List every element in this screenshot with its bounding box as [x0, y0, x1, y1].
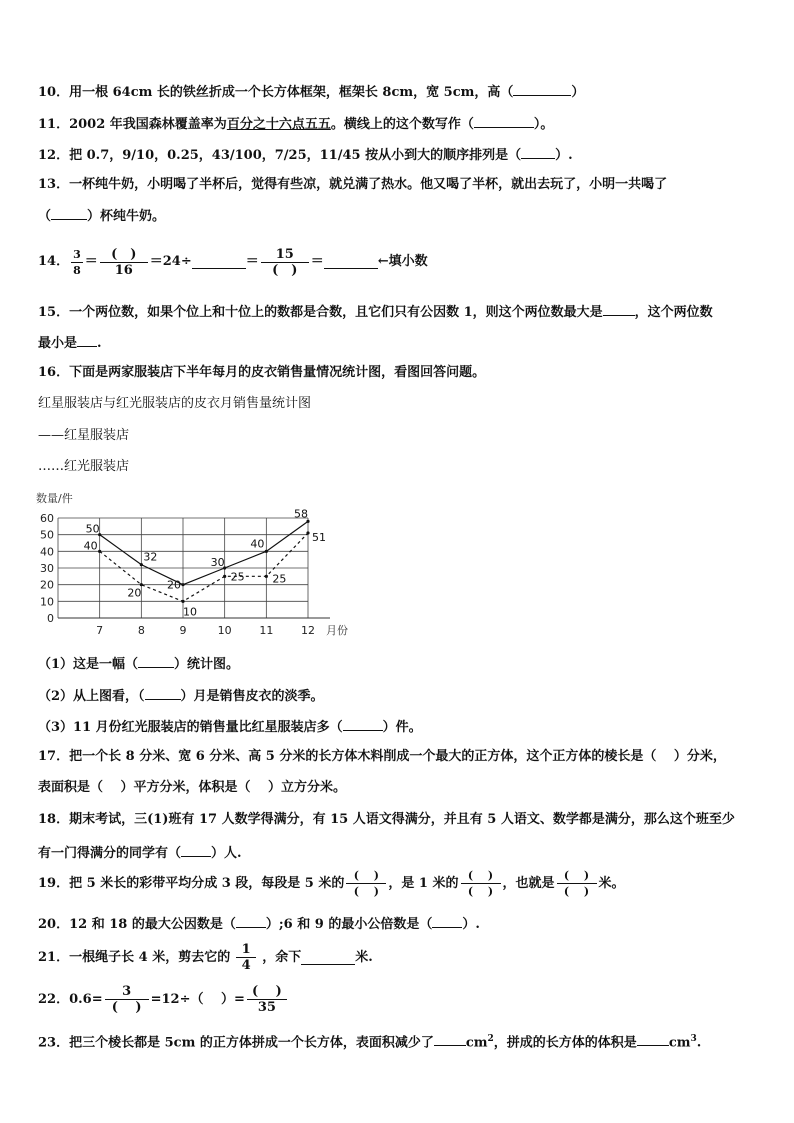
- q19-mid2: ，也就是: [502, 875, 555, 891]
- q11-underlined: 百分之十六点五五: [226, 117, 331, 132]
- data-point: [98, 550, 101, 553]
- q14-blank-1[interactable]: [192, 255, 246, 269]
- q16-s2-blank[interactable]: [145, 686, 181, 700]
- q12-answer-blank[interactable]: [521, 145, 555, 159]
- question-17-line1: 17．把一个长 8 分米、宽 6 分米、高 5 分米的长方体木料削成一个最大的正方体，这个正方体的棱长是（ ）分米，: [38, 749, 726, 764]
- data-label: 30: [210, 556, 225, 569]
- q14-fraction-3: [261, 247, 309, 278]
- question-16: 16．下面是两家服装店下半年每月的皮衣销售量情况统计图，看图回答问题。: [38, 365, 486, 380]
- q14-f3-den[interactable]: ( ): [272, 262, 298, 278]
- q14-f1-num: 3: [73, 247, 81, 261]
- y-tick-label: 40: [40, 545, 54, 559]
- data-label: 25: [272, 572, 287, 586]
- q18-blank[interactable]: [181, 843, 211, 857]
- data-label: 20: [127, 586, 142, 600]
- q15-line2-post: .: [97, 336, 102, 351]
- q14-f1-den: 8: [73, 263, 81, 277]
- q23-blank-1[interactable]: [434, 1032, 466, 1046]
- q10-answer-blank[interactable]: [513, 82, 571, 96]
- q15-pre: 15．一个两位数，如果个位上和十位上的数都是合数，且它们只有公因数 1，则这个两位数最大是: [38, 305, 603, 320]
- y-tick-label: 30: [40, 562, 54, 575]
- y-tick-label: 20: [40, 578, 54, 592]
- q18-pre: 有一门得满分的同学有（: [38, 846, 182, 861]
- q19-fraction-2[interactable]: $\frac{( )}{( )}$: [461, 868, 501, 899]
- q16-s3-pre: （3）11 月份红光服装店的销售量比红星服装店多（: [38, 720, 343, 735]
- q22-mid: =12÷（ ）=: [150, 991, 245, 1007]
- q11-answer-blank[interactable]: [474, 114, 534, 128]
- q14-eq3: ＝: [310, 254, 324, 269]
- q21-blank[interactable]: [301, 951, 355, 965]
- data-point: [306, 531, 309, 534]
- question-15-line1: [38, 302, 713, 322]
- question-10: [38, 82, 584, 102]
- q16-sub-2: [38, 686, 324, 706]
- q11-post: 。横线上的这个数写作（: [330, 117, 474, 132]
- data-label: 58: [294, 507, 308, 521]
- q16-s3-blank[interactable]: [343, 717, 383, 731]
- q14-f3-num: 15: [275, 246, 294, 262]
- q16-s1-post: ）统计图。: [174, 657, 240, 672]
- q12-end: ）.: [555, 148, 573, 163]
- q14-blank-2[interactable]: [324, 255, 378, 269]
- question-13-line1: 13．一杯纯牛奶，小明喝了半杯后，觉得有些凉，就兑满了热水。他又喝了半杯，就出去玩了，小明一共喝了: [38, 177, 668, 192]
- q23-unit2: cm: [668, 1035, 691, 1051]
- q19-fraction-1[interactable]: $\frac{( )}{( )}$: [346, 868, 386, 899]
- q14-tail: ←填小数: [377, 254, 428, 269]
- q15-line2-pre: 最小是: [38, 336, 78, 351]
- x-tick-label: 8: [137, 624, 145, 637]
- q21-fraction: $\frac{1}{4}$: [236, 942, 256, 973]
- q11-end: ）。: [533, 117, 554, 132]
- question-18-line1: 18．期末考试，三(1)班有 17 人数学得满分，有 15 人语文得满分，并且有 5 人语文、数学都是满分，那么这个班至少: [38, 812, 735, 827]
- data-point: [181, 583, 184, 586]
- question-23: [38, 1030, 701, 1052]
- chart-ylabel: 数量/件: [36, 492, 73, 505]
- question-19: [38, 868, 625, 899]
- data-label: 20: [167, 578, 181, 592]
- question-12: [38, 145, 573, 165]
- line-chart: [34, 486, 354, 646]
- q20-mid: ）;6 和 9 的最小公倍数是（: [265, 917, 433, 932]
- x-tick-label: 7: [96, 624, 104, 637]
- data-label: 40: [83, 539, 98, 553]
- q15-mid: ，这个两位数: [634, 305, 713, 320]
- y-tick-label: 50: [40, 528, 54, 542]
- q14-label: 14．: [38, 254, 70, 269]
- q20-pre: 20．12 和 18 的最大公因数是（: [38, 917, 236, 932]
- x-tick-label: 12: [301, 624, 315, 637]
- data-label: 40: [250, 537, 265, 551]
- chart-title: 红星服装店与红光服装店的皮衣月销售量统计图: [38, 396, 312, 411]
- q23-sup2: 3: [690, 1034, 697, 1044]
- data-label: 51: [312, 531, 326, 544]
- x-tick-label: 10: [217, 624, 232, 637]
- q16-s1-blank[interactable]: [138, 654, 174, 668]
- x-tick-label: 9: [179, 624, 187, 637]
- question-13-line2: [38, 206, 165, 226]
- x-tick-label: 11: [259, 624, 274, 637]
- q20-post: ）.: [462, 917, 480, 932]
- data-point: [181, 600, 184, 603]
- question-21: [38, 942, 373, 973]
- q21-post: 米.: [355, 949, 373, 965]
- q22-fraction-2[interactable]: $\frac{( )}{35}$: [247, 984, 287, 1015]
- q22-pre: 22．0.6=: [38, 991, 103, 1007]
- question-22: [38, 984, 289, 1015]
- q13-close: ）杯纯牛奶。: [87, 209, 166, 224]
- q11-pre: 11．2002 年我国森林覆盖率为: [38, 117, 227, 132]
- q19-fraction-3[interactable]: $\frac{( )}{( )}$: [557, 868, 597, 899]
- data-point: [265, 575, 268, 578]
- q18-post: ）人.: [211, 846, 242, 861]
- q23-unit1: cm: [465, 1035, 488, 1051]
- data-label: 10: [183, 605, 197, 619]
- data-label: 50: [85, 522, 100, 536]
- q16-s2-pre: （2）从上图看，（: [38, 689, 145, 704]
- y-tick-label: 60: [40, 512, 54, 525]
- q13-answer-blank[interactable]: [51, 206, 87, 220]
- q20-blank-2[interactable]: [432, 914, 462, 928]
- q16-sub-3: [38, 717, 422, 737]
- data-label: 25: [230, 570, 245, 584]
- data-point: [265, 550, 268, 553]
- q14-fraction-1: [71, 247, 83, 278]
- q14-eq1: ＝: [84, 254, 98, 269]
- y-tick-label: 0: [47, 612, 54, 625]
- q10-end: ）: [571, 85, 585, 100]
- q16-s1-pre: （1）这是一幅（: [38, 657, 139, 672]
- question-17-line2: 表面积是（ ）平方分米，体积是（ ）立方分米。: [38, 780, 347, 795]
- q14-mid: ＝24÷: [149, 254, 192, 269]
- q19-post: 米。: [598, 875, 625, 891]
- question-11: [38, 114, 553, 134]
- q14-eq2: ＝: [245, 254, 259, 269]
- legend-solid: ——红星服装店: [38, 428, 130, 443]
- data-label: 32: [143, 550, 158, 564]
- q15-blank-max[interactable]: [603, 302, 635, 316]
- q10-text: 10．用一根 64cm 长的铁丝折成一个长方体框架，框架长 8cm，宽 5cm，高（: [38, 85, 514, 100]
- q21-pre: 21．一根绳子长 4 米，剪去它的: [38, 949, 231, 965]
- q23-pre: 23．把三个棱长都是 5cm 的正方体拼成一个长方体，表面积减少了: [38, 1035, 434, 1051]
- y-tick-label: 10: [40, 595, 54, 609]
- question-14: [38, 240, 428, 284]
- q15-blank-min[interactable]: [77, 333, 97, 347]
- q16-sub-1: [38, 654, 239, 674]
- q20-blank-1[interactable]: [236, 914, 266, 928]
- q22-fraction-1[interactable]: $\frac{3}{( )}$: [105, 984, 149, 1015]
- data-point: [223, 575, 226, 578]
- legend-dotted: ……红光服装店: [38, 459, 130, 474]
- q23-post: .: [696, 1035, 702, 1051]
- q19-mid1: ，是 1 米的: [388, 875, 459, 891]
- q16-s3-post: ）件。: [382, 720, 422, 735]
- q19-pre: 19．把 5 米长的彩带平均分成 3 段，每段是 5 米的: [38, 875, 345, 891]
- q16-s2-post: ）月是销售皮衣的淡季。: [180, 689, 324, 704]
- q13-open: （: [38, 209, 52, 224]
- q23-sup1: 2: [487, 1034, 494, 1044]
- q23-mid: ，拼成的长方体的体积是: [493, 1035, 637, 1051]
- question-18-line2: [38, 843, 242, 863]
- question-15-line2: [38, 333, 102, 353]
- q12-pre: 12．把 0.7，9/10，0.25，43/100，7/25，11/45 按从小到大的顺序排列是（: [38, 148, 522, 163]
- chart-xlabel: 月份: [326, 624, 348, 637]
- q14-f2-den: 16: [114, 262, 133, 278]
- question-20: [38, 914, 480, 934]
- q21-mid: ，余下: [262, 949, 302, 965]
- q14-f2-num[interactable]: ( ): [111, 246, 137, 262]
- q23-blank-2[interactable]: [637, 1032, 669, 1046]
- q14-fraction-2: [100, 247, 148, 278]
